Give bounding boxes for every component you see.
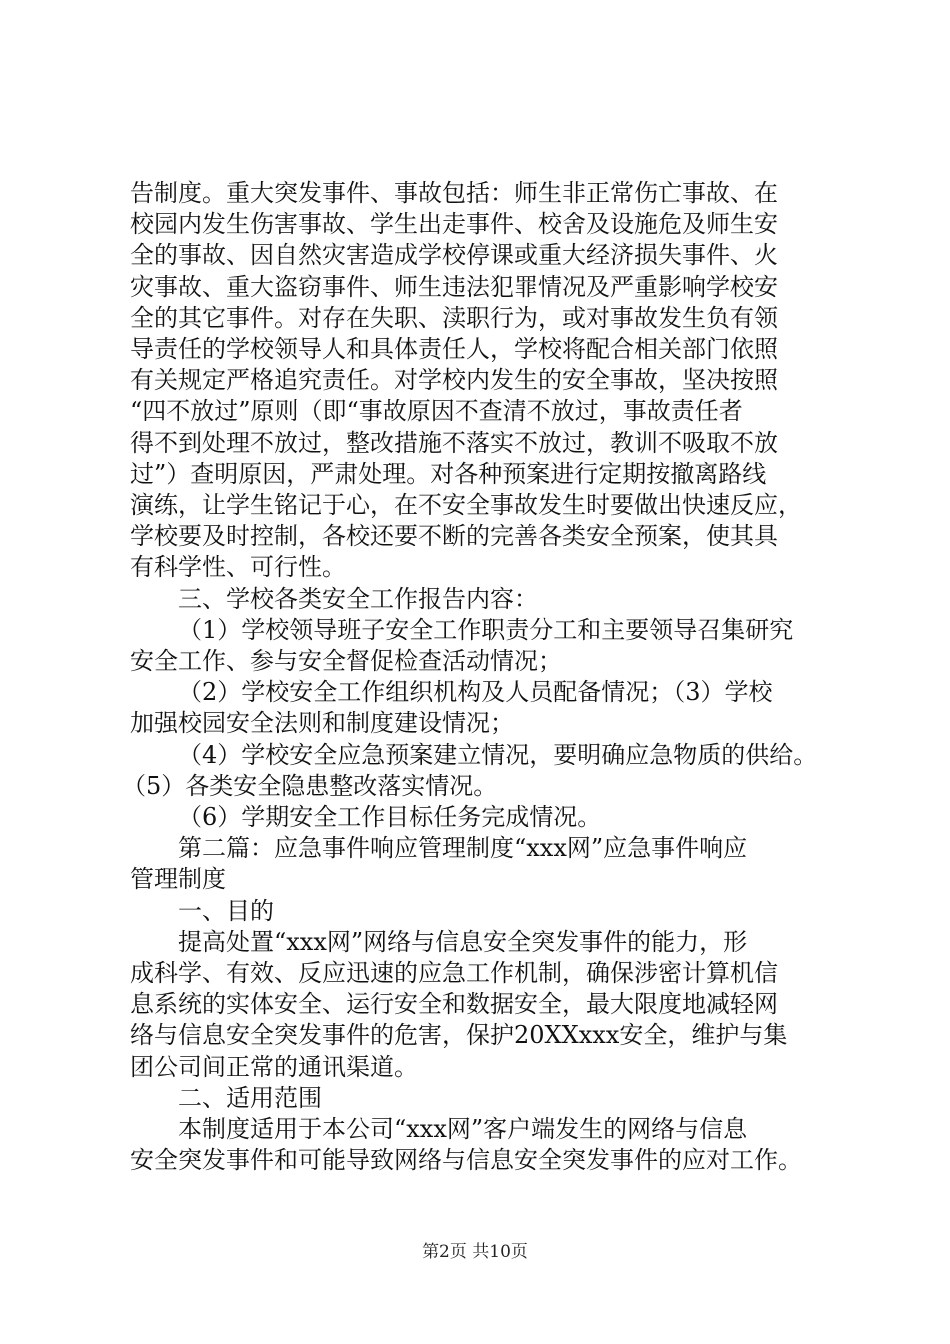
chapter-title: 管理制度 — [130, 865, 226, 894]
text-line: 本制度适用于本公司“xxx网”客户端发生的网络与信息 — [178, 1115, 748, 1143]
text-line: 加强校园安全法则和制度建设情况； — [130, 709, 514, 738]
list-item: （4）学校安全应急预案建立情况，要明确应急物质的供给。 — [178, 740, 818, 769]
list-item: （5）各类安全隐患整改落实情况。 — [122, 771, 498, 800]
text-line: 导责任的学校领导人和具体责任人，学校将配合相关部门依照 — [130, 335, 778, 363]
text-line: 演练，让学生铭记于心，在不安全事故发生时要做出快速反应， — [130, 491, 802, 519]
section-heading: 三、学校各类安全工作报告内容： — [178, 584, 538, 613]
section-heading: 一、目的 — [178, 896, 274, 925]
list-item: （1）学校领导班子安全工作职责分工和主要领导召集研究 — [178, 615, 794, 644]
text-line: 安全突发事件和可能导致网络与信息安全突发事件的应对工作。 — [130, 1146, 802, 1175]
chapter-title: 第二篇：应急事件响应管理制度“xxx网”应急事件响应 — [178, 834, 748, 863]
list-item: （2）学校安全工作组织机构及人员配备情况；（3）学校 — [178, 678, 773, 707]
page-number-footer: 第2页 共10页 — [422, 1242, 528, 1262]
text-line: 络与信息安全突发事件的危害，保护20XXxxx安全，维护与集 — [130, 1021, 788, 1050]
text-line: 安全工作、参与安全督促检查活动情况； — [130, 647, 562, 675]
text-line: 告制度。重大突发事件、事故包括：师生非正常伤亡事故、在 — [130, 179, 778, 207]
list-item: （6）学期安全工作目标任务完成情况。 — [178, 803, 602, 831]
text-line: 得不到处理不放过，整改措施不落实不放过，教训不吸取不放 — [130, 428, 778, 457]
text-line: 全的事故、因自然灾害造成学校停课或重大经济损失事件、火 — [130, 241, 778, 270]
text-line: 学校要及时控制，各校还要不断的完善各类安全预案，使其具 — [130, 522, 778, 551]
section-heading: 二、适用范围 — [178, 1083, 322, 1112]
text-line: 校园内发生伤害事故、学生出走事件、校舍及设施危及师生安 — [130, 210, 778, 239]
text-line: 团公司间正常的通讯渠道。 — [130, 1052, 418, 1081]
text-line: 成科学、有效、反应迅速的应急工作机制，确保涉密计算机信 — [130, 959, 778, 987]
text-line: 全的其它事件。对存在失职、渎职行为，或对事故发生负有领 — [130, 303, 778, 332]
text-line: 有关规定严格追究责任。对学校内发生的安全事故，坚决按照 — [130, 366, 778, 395]
text-line: 提高处置“xxx网”网络与信息安全突发事件的能力，形 — [178, 927, 748, 956]
text-line: 灾事故、重大盗窃事件、师生违法犯罪情况及严重影响学校安 — [130, 272, 778, 301]
text-line: 过”）查明原因，严肃处理。对各种预案进行定期按撤离路线 — [130, 459, 767, 488]
text-line: “四不放过”原则（即“事故原因不查清不放过，事故责任者 — [130, 397, 743, 426]
text-line: 有科学性、可行性。 — [130, 553, 346, 582]
text-line: 息系统的实体安全、运行安全和数据安全，最大限度地减轻网 — [130, 990, 778, 1019]
